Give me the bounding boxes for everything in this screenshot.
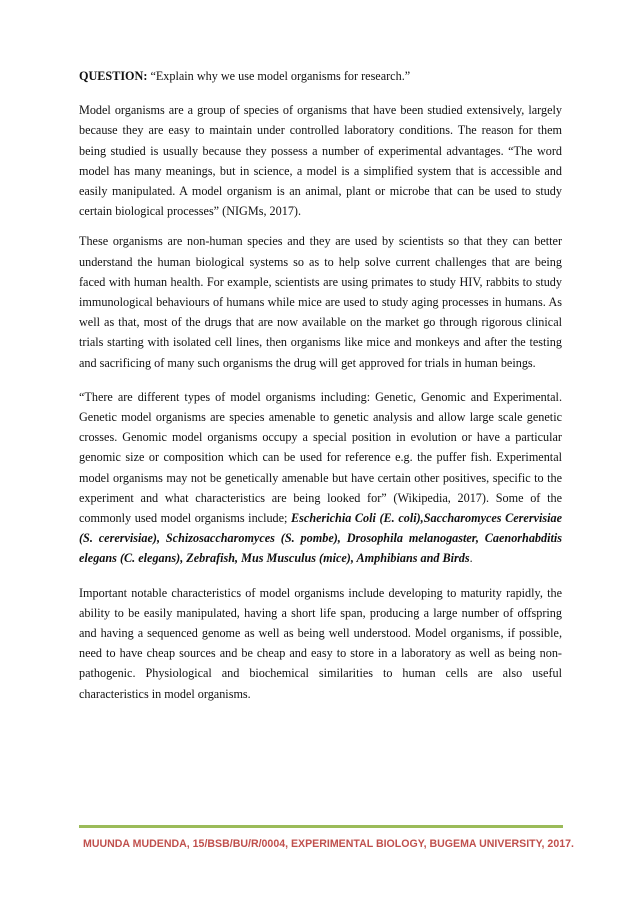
paragraph-types xyxy=(79,387,562,569)
question-label: QUESTION: xyxy=(79,69,148,83)
paragraph-types-text: “There are different types of model organisms including: Genetic, Genomic and Experimental. Genetic model organisms are species amenable to genetic analysis and allow large scale genetic crosses. Genomic model organisms occupy a special position in evolution or have a particular genomic size or composition which can be used for reference e.g. the puffer fish. Experimental model organisms may not be genetically amenable but have certain other positives, specific to the experiment and what characteristics are being looked for” (Wikipedia, 2017). Some of the commonly used model organisms include; xyxy=(79,389,562,526)
paragraph-uses: These organisms are non-human species and they are used by scientists so that they can better understand the human biological systems so as to help solve current challenges that are being faced with human health. For example, scientists are using primates to study HIV, rabbits to study immunological behaviours of humans while mice are used to study aging processes in humans. As well as that, most of the drugs that are now available on the market go through rigorous clinical trials starting with isolated cell lines, then organisms like mice and monkeys and after the testing and sacrificing of many such organisms the drug will get approved for trials in human beings. xyxy=(79,234,562,370)
page-footer: MUUNDA MUDENDA, 15/BSB/BU/R/0004, EXPERIMENTAL BIOLOGY, BUGEMA UNIVERSITY, 2017. xyxy=(83,838,574,850)
paragraph-definition: Model organisms are a group of species of organisms that have been studied extensively, largely because they are easy to maintain under controlled laboratory conditions. The reason for them being studied is usually because they possess a number of experimental advantages. “The word model has many meanings, but in science, a model is a simplified system that is accessible and easily manipulated. A model organism is an animal, plant or microbe that can be used to study certain biological processes” (NIGMs, 2017). xyxy=(79,103,562,219)
footer-divider xyxy=(79,825,563,828)
organism-list: Escherichia Coli (E. coli),Saccharomyces Cerervisiae (S. cerervisiae), Schizosaccharomyces (S. pombe), Drosophila melanogaster, Caenorhabditis elegans (C. elegans), Zebrafish, Mus Musculus (mice), Amphibians and Birds xyxy=(79,511,563,566)
paragraph-characteristics: Important notable characteristics of model organisms include developing to maturity rapidly, the ability to be easily manipulated, having a short life span, producing a large number of offspring and having a sequenced genome as well as being well understood. Model organisms, if possible, need to have cheap sources and be cheap and easy to store in a laboratory as well as being non-pathogenic. Physiological and biochemical similarities to human cells are also useful characteristics in model organisms. xyxy=(79,585,562,701)
paragraph-types-end: . xyxy=(469,551,473,566)
question-text: “Explain why we use model organisms for research.” xyxy=(147,69,411,83)
document-body xyxy=(79,66,562,704)
question-line xyxy=(79,66,562,86)
